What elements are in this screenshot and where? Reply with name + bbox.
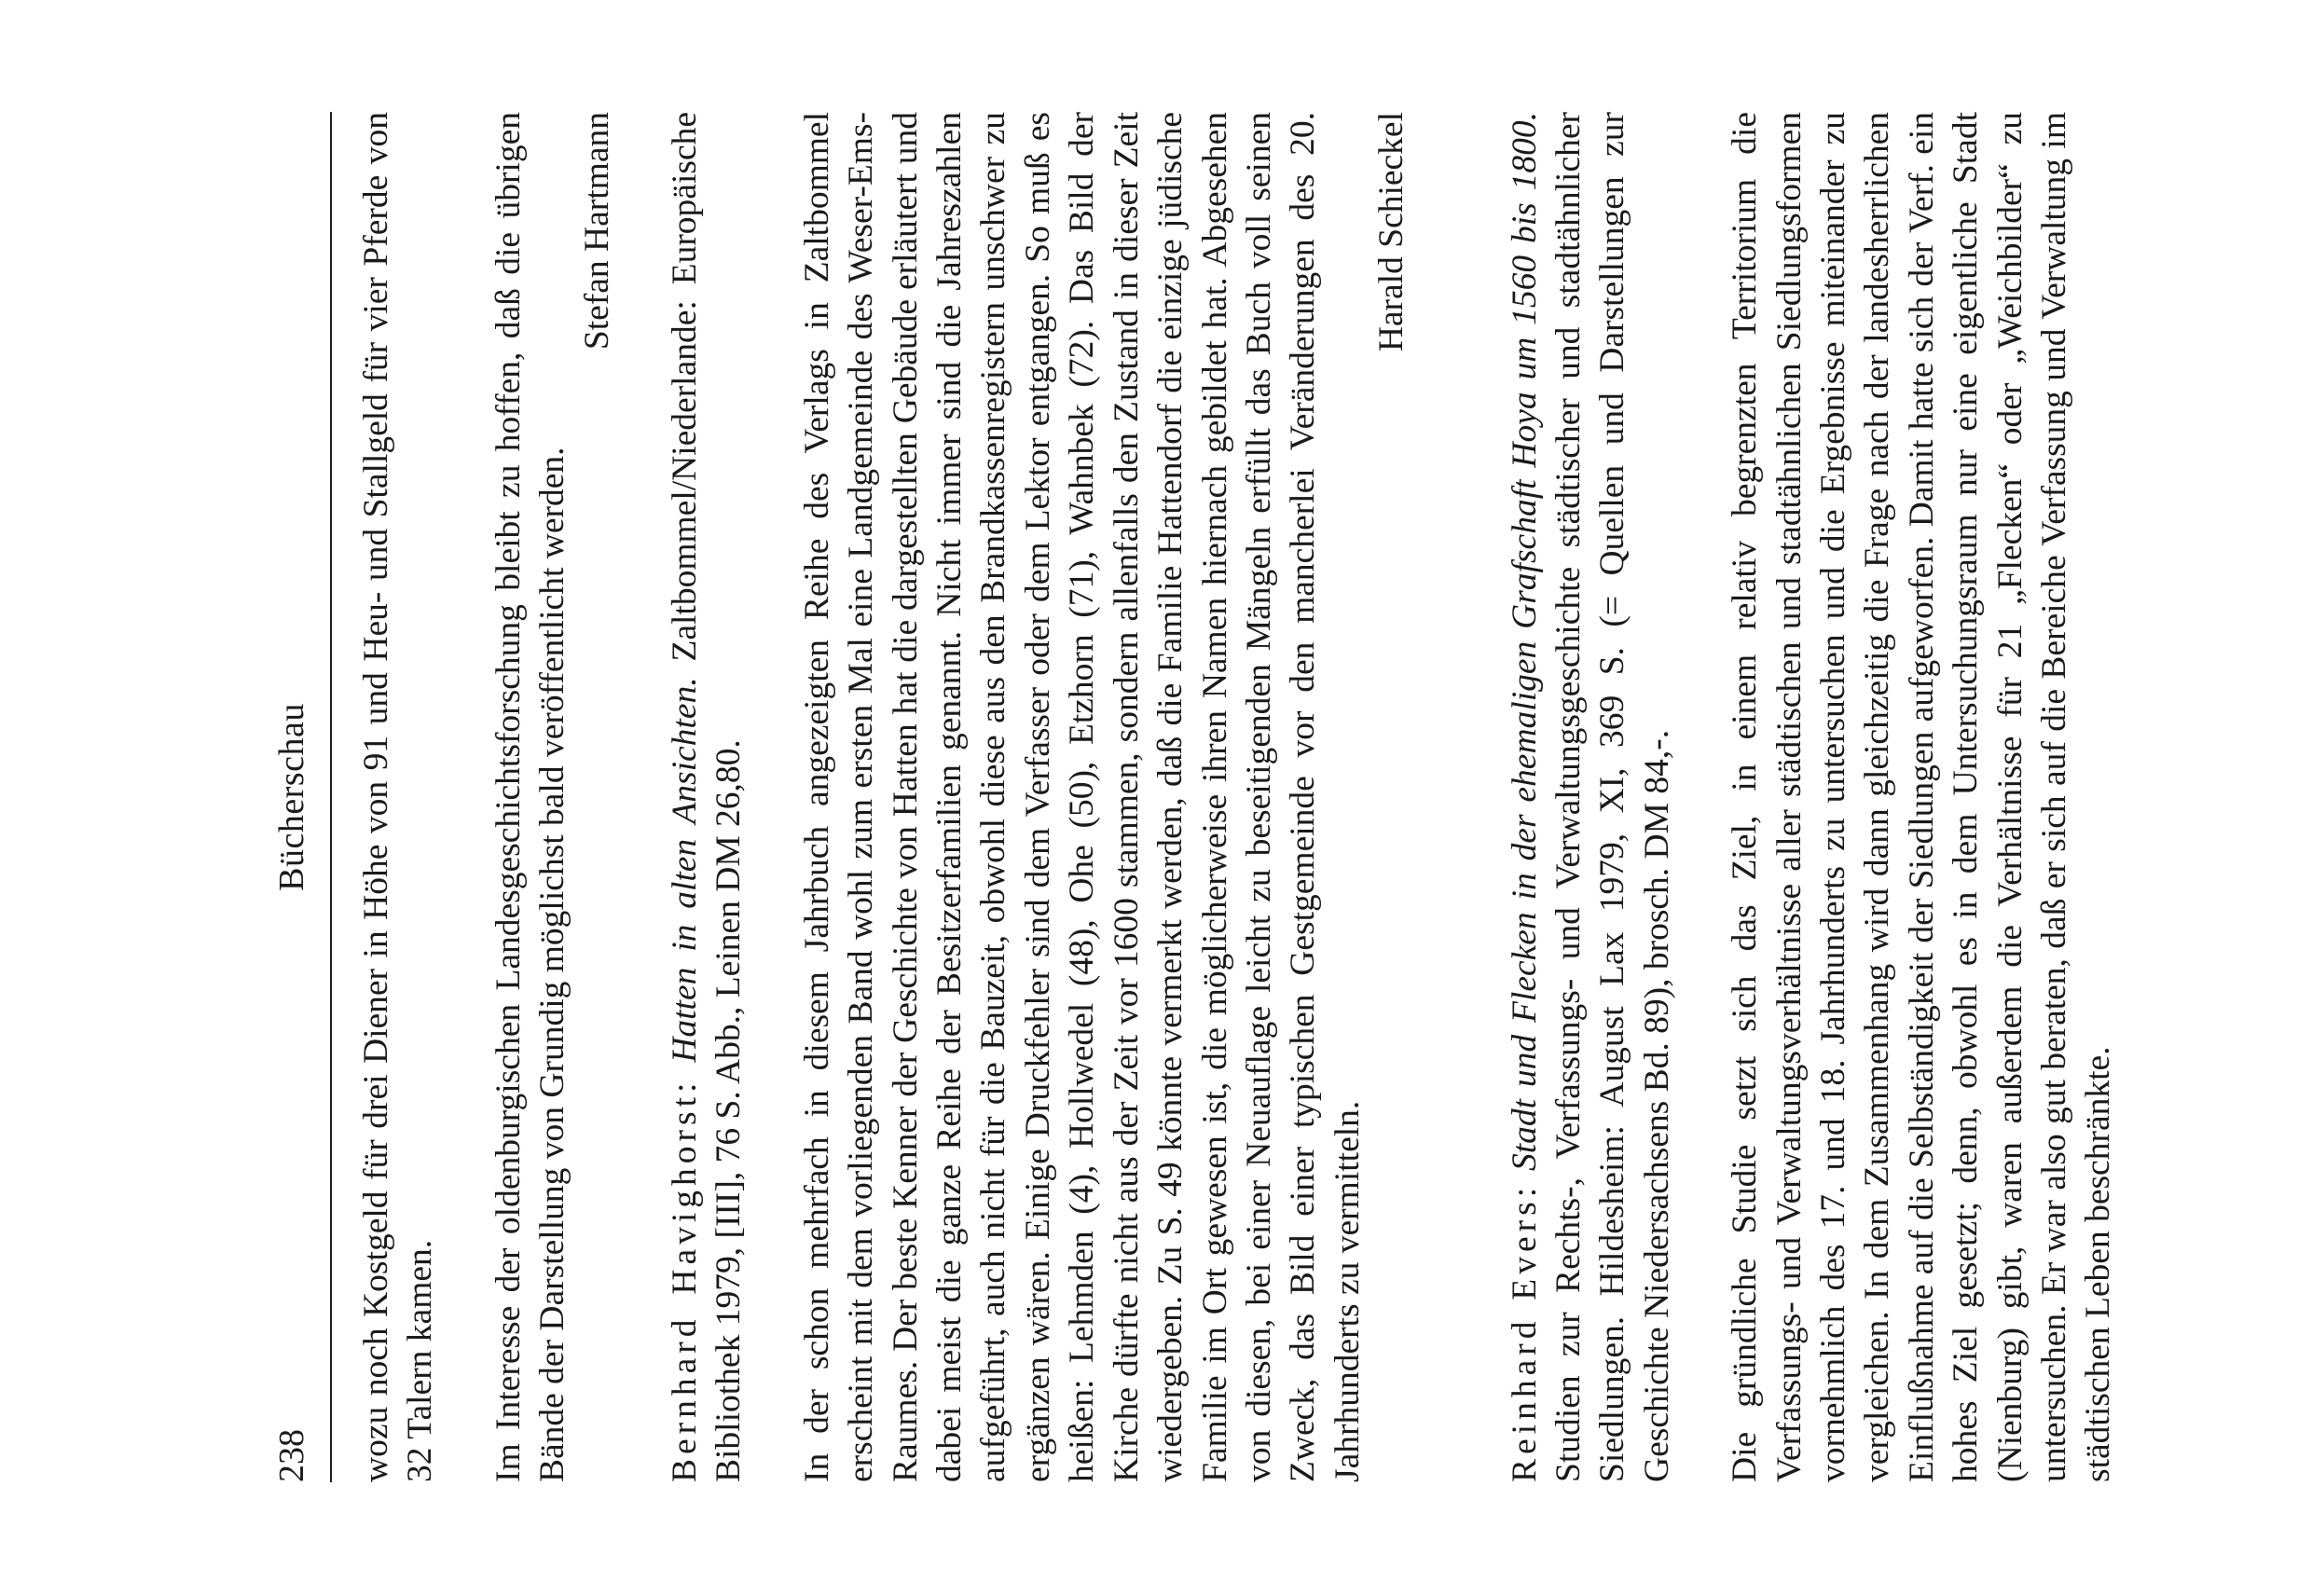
book-page [270,112,2118,1482]
reviewer-signature-1: Stefan Hartmann [577,112,616,351]
review-1-body: In der schon mehrfach in diesem Jahrbuch angezeigten Reihe des Verlags in Zaltbommel erscheint mit dem vorliegenden Band wohl zum ersten Mal eine Landgemeinde des Weser-Ems-Raumes. Der beste Kenner der Geschichte von Hatten hat die dargestellten Gebäude erläutert und dabei meist die ganze Reihe der Besitzerfamilien genannt. Nicht immer sind die Jahreszahlen aufgeführt, auch nicht für die Bauzeit, obwohl diese aus den Brandkassenregistern unschwer zu ergänzen wären. Einige Druckfehler sind dem Verfasser oder dem Lektor entgangen. So muß es heißen: Lehmden (4), Hollwedel (48), Ohe (50), Etzhorn (71), Wahnbek (72). Das Bild der Kirche dürfte nicht aus der Zeit vor 1600 stammen, sondern allenfalls den Zustand in dieser Zeit wiedergeben. Zu S. 49 könnte vermerkt werden, daß die Familie Hattendorf die einzige jüdische Familie im Ort gewesen ist, die möglicherweise ihren Namen hiernach gebildet hat. Abgesehen von diesen, bei einer Neuauflage leicht zu beseitigenden Mängeln erfüllt das Buch voll seinen Zweck, das Bild einer typischen Gestgemeinde vor den mancherlei Veränderungen des 20. Jahrhunderts zu vermitteln. [797,112,1367,1482]
header-rule [330,112,332,1482]
review-1-author: Bernhard Havighorst: [666,1078,705,1482]
paragraph-continued: wozu noch Kostgeld für drei Diener in Höhe von 91 und Heu- und Stallgeld für vier Pferde von 32 Talern kamen. [357,112,440,1482]
page-content [354,112,2118,1482]
reviewer-signature-2: Harald Schieckel [1372,112,1411,352]
review-2-citation [1503,112,1680,1482]
section-title: Bücherschau [272,703,311,891]
review-2-body: Die gründliche Studie setzt sich das Ziel, in einem relativ begrenzten Territorium die Verfassungs- und Verwaltungsverhältnisse aller städtischen und stadtähnlichen Siedlungsformen vornehmlich des 17. und 18. Jahrhunderts zu untersuchen und die Ergebnisse miteinander zu vergleichen. In dem Zusammenhang wird dann gleichzeitig die Frage nach der landesherrlichen Einflußnahme auf die Selbständigkeit der Siedlungen aufgeworfen. Damit hatte sich der Verf. ein hohes Ziel gesetzt; denn, obwohl es in dem Untersuchungsraum nur eine eigentliche Stadt (Nienburg) gibt, waren außerdem die Verhältnisse für 21 „Flecken“ oder „Weichbilder“ zu untersuchen. Er war also gut beraten, daß er sich auf die Bereiche Verfassung und Verwaltung im städtischen Leben beschränkte. [1726,112,2118,1482]
review-2-details: Studien zur Rechts-, Verfassungs- und Verwaltungsgeschichte städtischer und stadtähnlicher Siedlungen. Hildesheim: August Lax 1979, XI, 369 S. (= Quellen und Darstellungen zur Geschichte Niedersachsens Bd. 89), brosch. DM 84,-. [1548,112,1676,1482]
page-number: 238 [272,1429,311,1482]
running-head [270,112,313,1482]
review-2-author: Reinhard Evers: [1505,1182,1544,1482]
review-1-title: Hatten in alten Ansichten. [666,677,705,1063]
paragraph-closing: Im Interesse der oldenburgischen Landesgeschichtsforschung bleibt zu hoffen, daß die übrigen Bände der Darstellung von Grundig möglichst bald veröffentlicht werden. [489,112,572,1482]
review-2-title: Stadt und Flecken in der ehemaligen Grafschaft Hoya um 1560 bis 1800. [1505,112,1544,1172]
review-1-citation [663,112,751,1482]
review-1-details: Zaltbommel/Niederlande: Europäische Bibliothek 1979, [III], 76 S. Abb., Leinen DM 26,80. [666,112,749,1482]
